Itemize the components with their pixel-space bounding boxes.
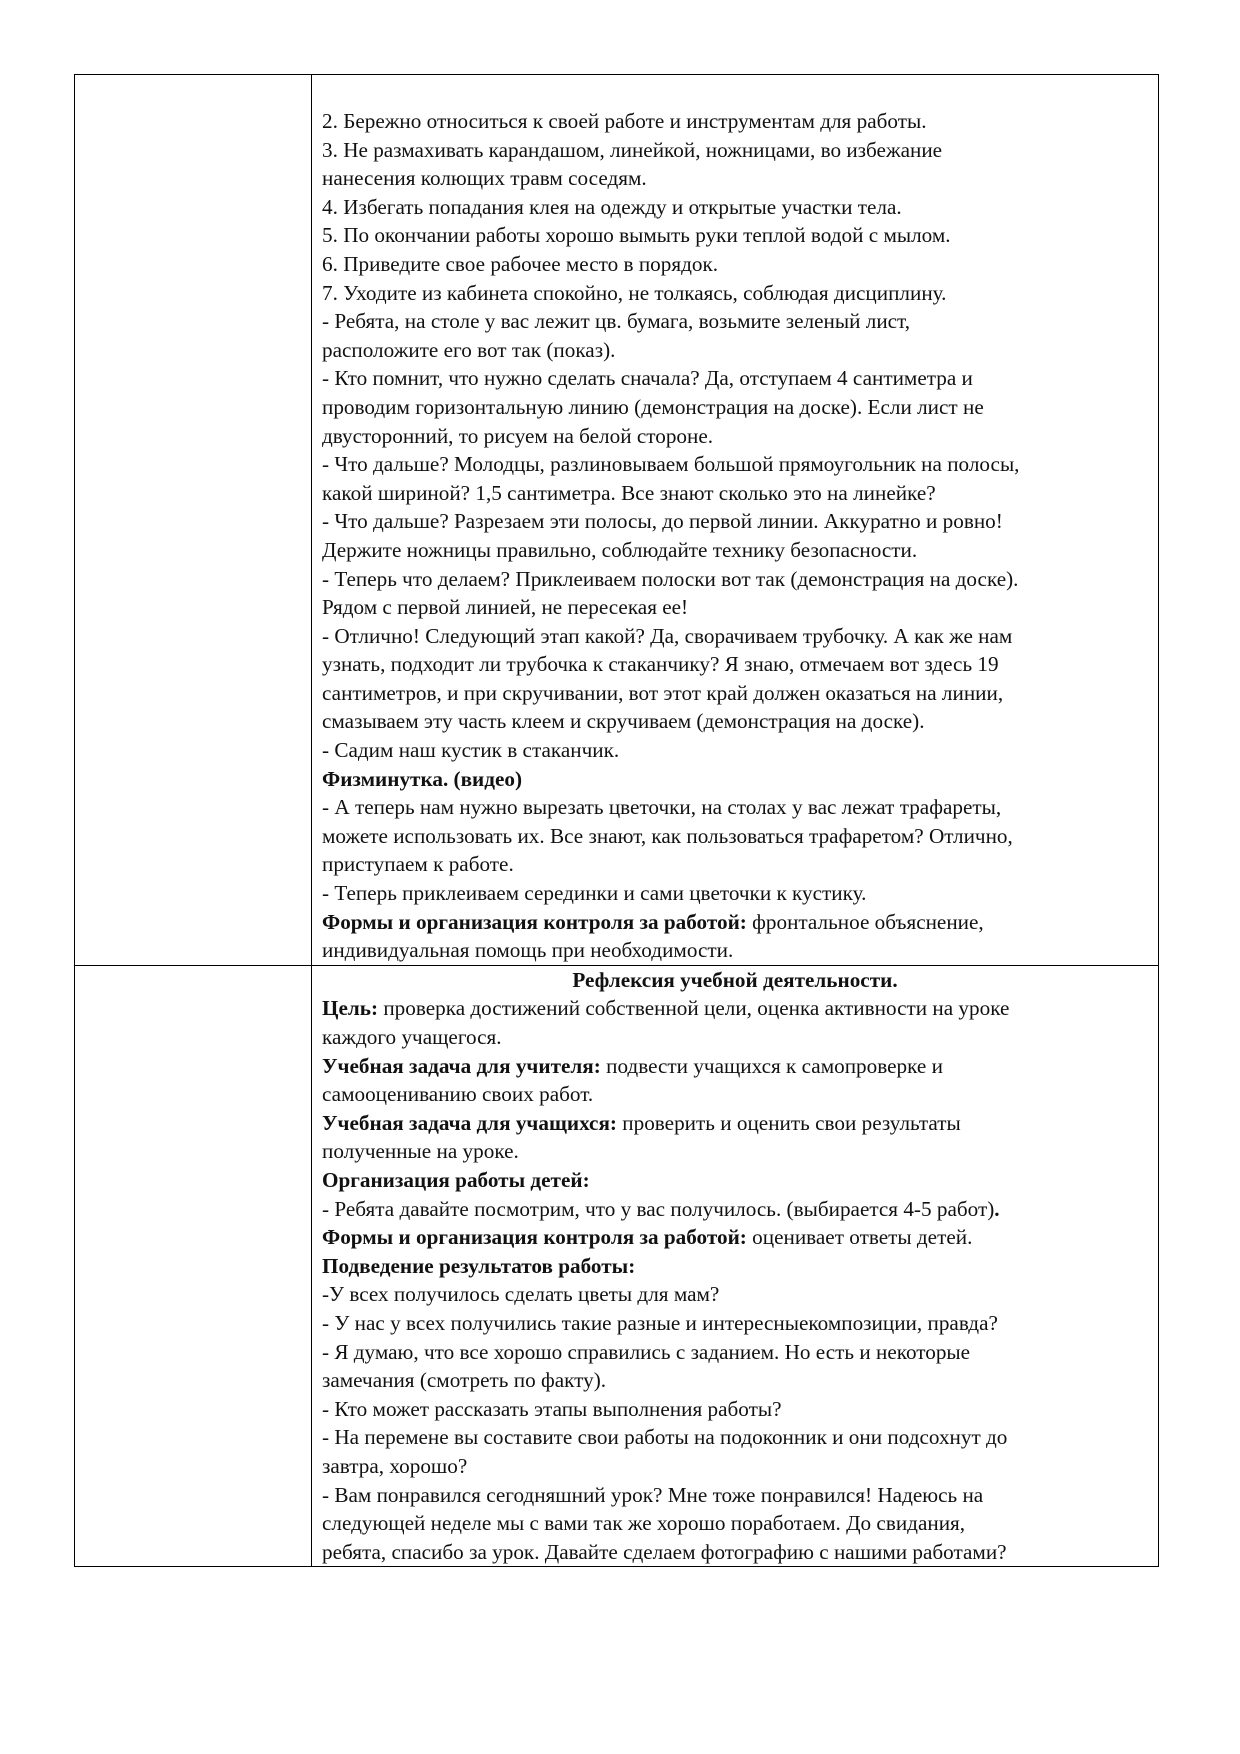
text-line: 3. Не размахивать карандашом, линейкой, ножницами, во избежание	[322, 137, 943, 162]
section-work	[312, 75, 1158, 965]
table-row	[75, 965, 1159, 1566]
text-line: самооцениванию своих работ.	[322, 1082, 594, 1107]
text-line: 7. Уходите из кабинета спокойно, не толкаясь, соблюдая дисциплину.	[322, 280, 947, 305]
text-line: - Теперь что делаем? Приклеиваем полоски вот так (демонстрация на доске).	[322, 566, 1019, 591]
left-cell	[75, 965, 312, 1566]
content-cell	[312, 75, 1159, 966]
text-line: нанесения колющих травм соседям.	[322, 166, 647, 191]
teacher-task-text: подвести учащихся к самопроверке и	[600, 1053, 943, 1078]
students-task-label: Учебная задача для учащихся:	[322, 1110, 617, 1135]
fizminutka-heading: Физминутка. (видео)	[322, 766, 523, 791]
section-heading: Рефлексия учебной деятельности.	[572, 967, 898, 992]
text-line: следующей неделе мы с вами так же хорошо поработаем. До свидания,	[322, 1511, 966, 1536]
text-line: можете использовать их. Все знают, как пользоваться трафаретом? Отлично,	[322, 823, 1013, 848]
goal-text: проверка достижений собственной цели, оценка активности на уроке	[378, 996, 1010, 1021]
content-cell	[312, 965, 1159, 1566]
text-line: индивидуальная помощь при необходимости.	[322, 938, 734, 963]
text-line: двусторонний, то рисуем на белой стороне.	[322, 423, 714, 448]
text-line: приступаем к работе.	[322, 852, 514, 877]
text-line: - Кто может рассказать этапы выполнения работы?	[322, 1396, 782, 1421]
organization-line	[322, 1195, 1148, 1224]
section-reflection	[312, 966, 1158, 1566]
text-line: 5. По окончании работы хорошо вымыть руки теплой водой с мылом.	[322, 223, 951, 248]
control-label: Формы и организация контроля за работой:	[322, 1225, 747, 1250]
text-line: расположите его вот так (показ).	[322, 337, 616, 362]
students-task-line	[322, 1109, 1148, 1138]
text-line: -У всех получилось сделать цветы для мам?	[322, 1282, 720, 1307]
control-text: оценивает ответы детей.	[746, 1225, 973, 1250]
text-line: - Теперь приклеиваем серединки и сами цветочки к кустику.	[322, 881, 867, 906]
text-line: 2. Бережно относиться к своей работе и инструментам для работы.	[322, 109, 927, 133]
control-text: фронтальное объяснение,	[746, 909, 984, 934]
text-line: полученные на уроке.	[322, 1139, 519, 1164]
text-line: - У нас у всех получились такие разные и интересныекомпозиции, правда?	[322, 1310, 998, 1335]
teacher-task-label: Учебная задача для учителя:	[322, 1053, 601, 1078]
students-task-text: проверить и оценить свои результаты	[616, 1110, 961, 1135]
table-row	[75, 75, 1159, 966]
org-text: - Ребята давайте посмотрим, что у вас получилось. (выбирается 4-5 работ)	[322, 1196, 995, 1221]
text-line: - А теперь нам нужно вырезать цветочки, на столах у вас лежат трафареты,	[322, 795, 1002, 820]
text-line: узнать, подходит ли трубочка к стаканчику? Я знаю, отмечаем вот здесь 19	[322, 652, 999, 677]
goal-label: Цель:	[322, 996, 379, 1021]
text-line: 6. Приведите свое рабочее место в порядок.	[322, 251, 719, 276]
text-line: - Вам понравился сегодняшний урок? Мне тоже понравился! Надеюсь на	[322, 1482, 984, 1507]
text-line: смазываем эту часть клеем и скручиваем (демонстрация на доске).	[322, 709, 925, 734]
text-line: Рядом с первой линией, не пересекая ее!	[322, 595, 689, 620]
text-line: - На перемене вы составите свои работы на подоконник и они подсохнут до	[322, 1425, 1008, 1450]
text-line: - Садим наш кустик в стаканчик.	[322, 738, 620, 763]
control-line	[322, 908, 1148, 937]
text-line: каждого учащегося.	[322, 1025, 502, 1049]
teacher-task-line	[322, 1052, 1148, 1081]
goal-line	[322, 994, 1148, 1023]
text-line: замечания (смотреть по факту).	[322, 1368, 607, 1393]
text-line: 4. Избегать попадания клея на одежду и открытые участки тела.	[322, 194, 902, 219]
control-line	[322, 1223, 1148, 1252]
text-line: сантиметров, и при скручивании, вот этот край должен оказаться на линии,	[322, 680, 1004, 705]
text-line: - Отлично! Следующий этап какой? Да, сворачиваем трубочку. А как же нам	[322, 623, 1013, 648]
left-cell	[75, 75, 312, 966]
text-line: - Ребята, на столе у вас лежит цв. бумага, возьмите зеленый лист,	[322, 309, 911, 334]
summary-heading: Подведение результатов работы:	[322, 1253, 636, 1278]
lesson-table	[74, 74, 1159, 1567]
org-dot: .	[994, 1196, 1000, 1221]
control-label: Формы и организация контроля за работой:	[322, 909, 747, 934]
text-line: Держите ножницы правильно, соблюдайте технику безопасности.	[322, 537, 918, 562]
text-line: ребята, спасибо за урок. Давайте сделаем фотографию с нашими работами?	[322, 1539, 1007, 1564]
text-line: - Я думаю, что все хорошо справились с заданием. Но есть и некоторые	[322, 1339, 971, 1364]
organization-heading: Организация работы детей:	[322, 1167, 590, 1192]
text-line: - Что дальше? Молодцы, разлиновываем большой прямоугольник на полосы,	[322, 452, 1020, 477]
text-line: какой шириной? 1,5 сантиметра. Все знают сколько это на линейке?	[322, 480, 936, 505]
text-line: - Что дальше? Разрезаем эти полосы, до первой линии. Аккуратно и ровно!	[322, 509, 1003, 534]
text-line: завтра, хорошо?	[322, 1453, 468, 1478]
text-line: - Кто помнит, что нужно сделать сначала? Да, отступаем 4 сантиметра и	[322, 366, 973, 391]
text-line: проводим горизонтальную линию (демонстрация на доске). Если лист не	[322, 394, 984, 419]
